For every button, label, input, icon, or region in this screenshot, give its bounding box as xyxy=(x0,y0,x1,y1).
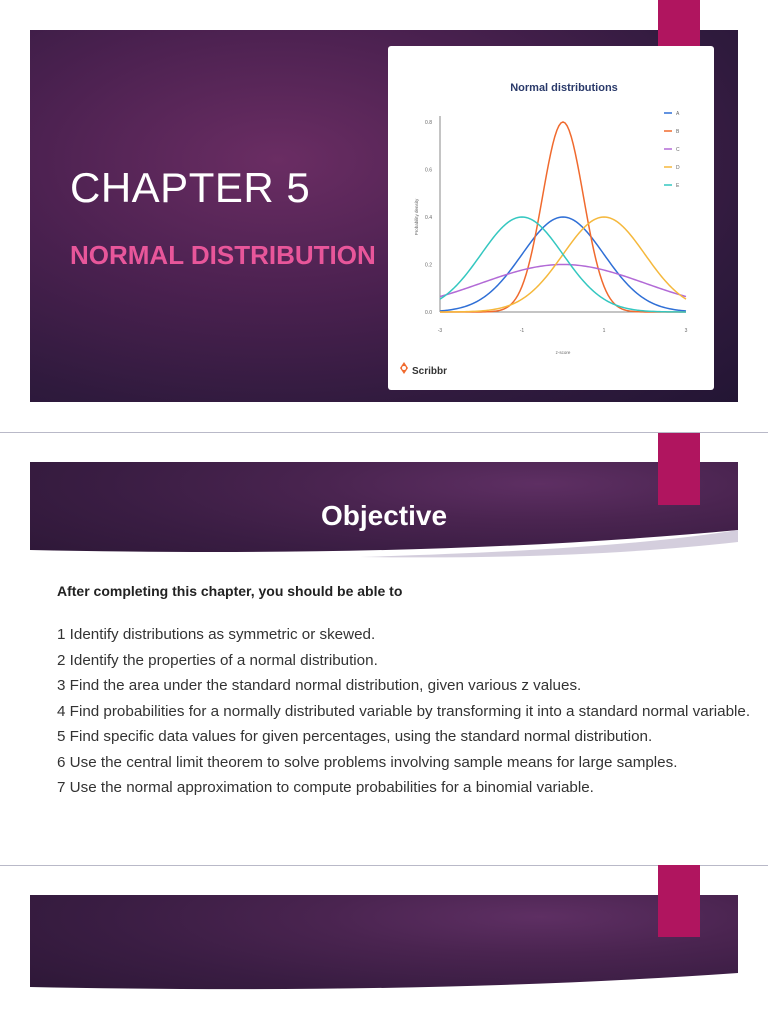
x-tick-label: -1 xyxy=(519,328,525,334)
series-line-c xyxy=(440,265,686,297)
y-tick-label: 0.2 xyxy=(425,262,432,269)
chart-title: Normal distributions xyxy=(510,82,618,94)
scribbr-logo xyxy=(400,362,408,374)
legend-label: D xyxy=(676,165,680,171)
objective-intro: After completing this chapter, you should be able to xyxy=(57,583,403,599)
x-tick-label: 3 xyxy=(684,328,688,334)
page-divider xyxy=(0,865,768,866)
accent-tab xyxy=(658,433,700,505)
logo-text: Scribbr xyxy=(412,366,448,377)
objective-banner xyxy=(30,462,738,572)
list-item: 3 Find the area under the standard normal distribution, given various z values. xyxy=(57,677,582,694)
list-item: 7 Use the normal approximation to compute probabilities for a binomial variable. xyxy=(57,779,594,796)
list-item: 5 Find specific data values for given percentages, using the standard normal distribution. xyxy=(57,728,653,745)
objective-list xyxy=(57,626,763,805)
list-item: 6 Use the central limit theorem to solve problems involving sample means for large samples. xyxy=(57,753,678,771)
legend-label: C xyxy=(676,147,680,153)
legend-label: E xyxy=(676,183,680,189)
y-tick-label: 0.0 xyxy=(425,310,432,316)
y-tick-label: 0.8 xyxy=(425,120,432,126)
x-tick-label: 1 xyxy=(602,328,606,334)
objective-title: Objective xyxy=(320,500,448,531)
list-item: 4 Find probabilities for a normally distributed variable by transforming it into a standard normal variable. xyxy=(57,702,751,720)
y-tick-label: 0.4 xyxy=(425,215,432,221)
y-tick-label: 0.6 xyxy=(425,167,432,174)
chapter-title: CHAPTER 5 xyxy=(70,164,311,211)
legend-label: B xyxy=(676,129,680,135)
chart-svg xyxy=(388,46,714,390)
next-slide-banner xyxy=(30,895,738,1005)
accent-tab xyxy=(658,865,700,937)
page-divider xyxy=(0,432,768,433)
accent-tab xyxy=(658,0,700,48)
legend-label: A xyxy=(676,111,680,117)
list-item: 2 Identify the properties of a normal distribution. xyxy=(57,651,378,669)
y-axis-label: Probability density xyxy=(414,198,419,236)
list-item: 1 Identify distributions as symmetric or skewed. xyxy=(57,626,376,643)
normal-distributions-figure xyxy=(388,46,714,390)
x-axis-label: z-score xyxy=(555,350,571,355)
x-tick-label: -3 xyxy=(437,328,443,334)
chapter-subtitle: NORMAL DISTRIBUTION xyxy=(70,240,376,270)
